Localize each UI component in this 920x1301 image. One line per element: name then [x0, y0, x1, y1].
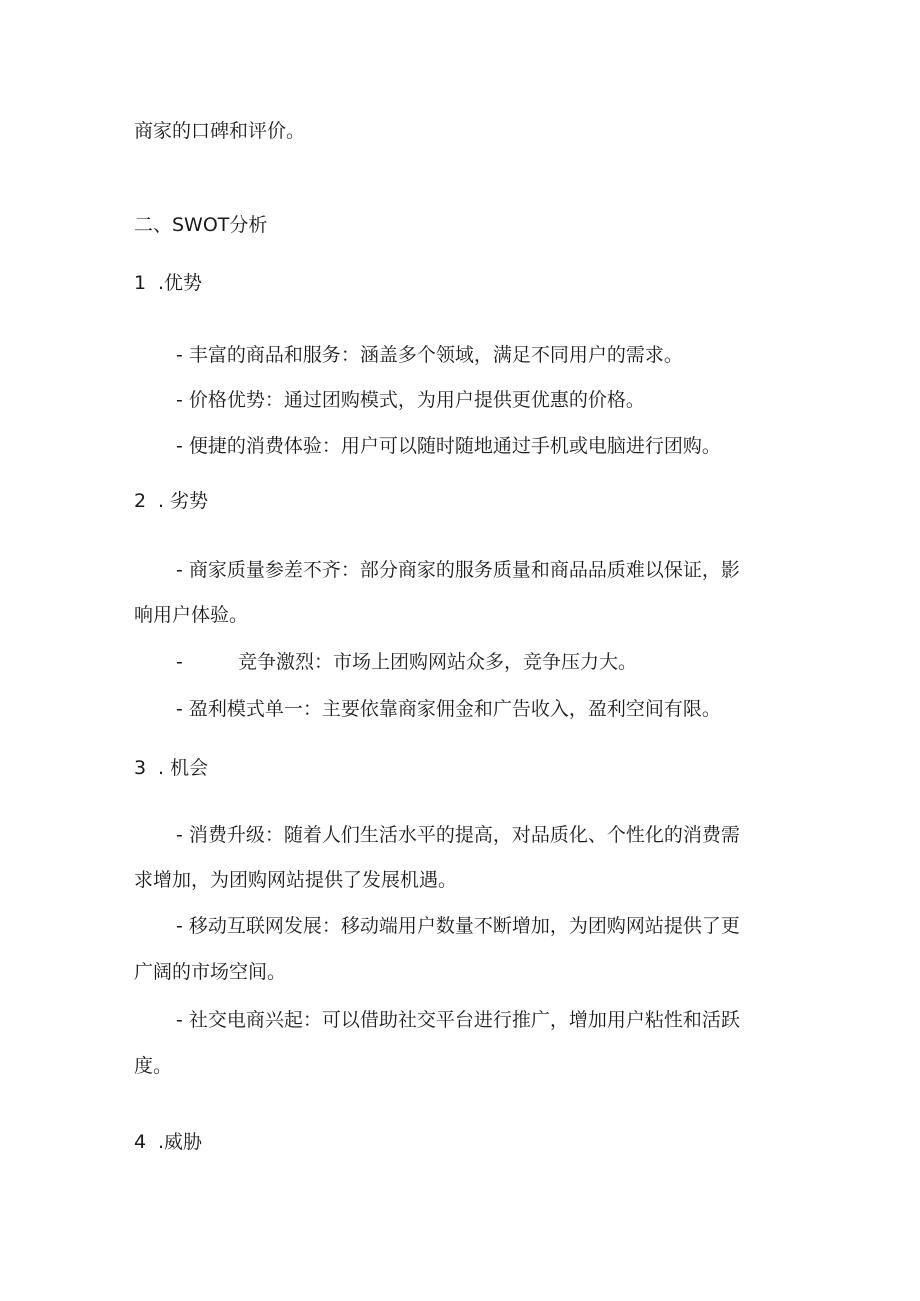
strength-item: - 便捷的消费体验：用户可以随时随地通过手机或电脑进行团购。 [176, 435, 721, 457]
intro-tail: 商家的口碑和评价。 [134, 120, 306, 142]
heading-label: . 劣势 [158, 490, 209, 512]
opportunity-item-line: - 社交电商兴起：可以借助社交平台进行推广，增加用户粘性和活跃 [176, 1009, 740, 1031]
strength-item: - 丰富的商品和服务：涵盖多个领域，满足不同用户的需求。 [176, 344, 683, 366]
heading-strengths [134, 271, 202, 295]
heading-label: . 机会 [158, 757, 209, 779]
weakness-item-line: 响用户体验。 [134, 604, 249, 626]
opportunity-item-line: 求增加，为团购网站提供了发展机遇。 [134, 869, 458, 891]
weakness-item-dash: - [176, 651, 183, 673]
heading-number: 3 [134, 757, 147, 779]
section-title: 二、SWOT分析 [134, 214, 268, 236]
strength-item: - 价格优势：通过团购模式，为用户提供更优惠的价格。 [176, 389, 645, 411]
opportunity-item-line: 度。 [134, 1055, 173, 1077]
heading-label: .优势 [158, 272, 203, 294]
heading-number: 4 [134, 1131, 147, 1153]
heading-threats [134, 1130, 202, 1154]
opportunity-item-line: 广阔的市场空间。 [134, 961, 287, 983]
weakness-item: - 盈利模式单一：主要依靠商家佣金和广告收入，盈利空间有限。 [176, 698, 721, 720]
opportunity-item-line: - 消费升级：随着人们生活水平的提高，对品质化、个性化的消费需 [176, 824, 740, 846]
heading-weaknesses [134, 489, 208, 513]
weakness-item-text: 竞争激烈：市场上团购网站众多，竞争压力大。 [238, 651, 638, 673]
weakness-item-line: - 商家质量参差不齐：部分商家的服务质量和商品品质难以保证，影 [176, 559, 740, 581]
heading-number: 1 [134, 272, 147, 294]
heading-number: 2 [134, 490, 147, 512]
opportunity-item-line: - 移动互联网发展：移动端用户数量不断增加，为团购网站提供了更 [176, 915, 740, 937]
heading-opportunities [134, 756, 208, 780]
heading-label: .威胁 [158, 1131, 203, 1153]
